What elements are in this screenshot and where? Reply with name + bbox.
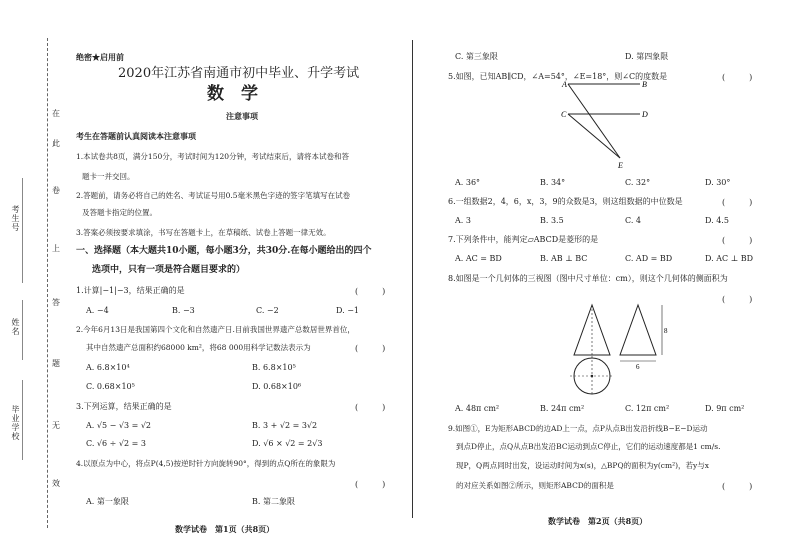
answer-parens: ( ) bbox=[355, 287, 386, 296]
question-2: 2.今年6月13日是我国第四个文化和自然遗产日.目前我国世界遗产总数居世界首位， bbox=[76, 325, 355, 334]
option: A. 第一象限 bbox=[86, 497, 129, 506]
label-a: A bbox=[562, 80, 567, 89]
seal-char: 题 bbox=[52, 359, 60, 368]
option: A. 6.8×10⁴ bbox=[86, 363, 130, 372]
option: C. AD = BD bbox=[625, 254, 673, 263]
answer-parens: ( ) bbox=[355, 480, 386, 489]
page-footer: 数学试卷 第1页（共8页） bbox=[175, 524, 275, 534]
notice-title: 注意事项 bbox=[226, 111, 258, 121]
option: C. 32° bbox=[625, 178, 651, 187]
label-e: E bbox=[618, 161, 623, 170]
option: D. 9π cm² bbox=[705, 404, 745, 413]
option: B. 第二象限 bbox=[252, 497, 295, 506]
notice-heading: 考生在答题前认真阅读本注意事项 bbox=[76, 131, 196, 141]
question-3: 3.下列运算，结果正确的是 bbox=[76, 402, 172, 411]
question-9-cont: 现P，Q两点同时出发，设运动时间为x(s)，△BPQ的面积为y(cm²)，若y与x bbox=[456, 461, 709, 470]
answer-parens: ( ) bbox=[722, 482, 753, 491]
option: C. 4 bbox=[625, 216, 642, 225]
exam-title: 2020年江苏省南通市初中毕业、升学考试 bbox=[118, 66, 360, 81]
seal-char: 效 bbox=[52, 479, 60, 488]
question-4: 4.以原点为中心，将点P(4,5)按逆时针方向旋转90°，得到的点Q所在的象限为 bbox=[76, 459, 336, 468]
option: A. √5 − √3 = √2 bbox=[86, 421, 152, 430]
question-9-cont: 到点D停止，点Q从点B出发沿BC运动到点C停止，它们的运动速度都是1 cm/s. bbox=[456, 442, 721, 451]
section-1-heading: 一、选择题（本大题共10小题，每小题3分，共30分.在每小题给出的四个 bbox=[76, 246, 372, 256]
seal-char: 在 bbox=[52, 109, 60, 118]
option: D. 30° bbox=[705, 178, 731, 187]
notice-1-cont: 题卡一并交回。 bbox=[82, 172, 135, 181]
label-exam-number: 考生号 bbox=[11, 205, 20, 232]
label-c: C bbox=[561, 110, 567, 119]
seal-char: 此 bbox=[52, 139, 60, 148]
notice-2-cont: 及答题卡指定的位置。 bbox=[82, 208, 157, 217]
answer-blank-line bbox=[22, 300, 24, 360]
answer-parens: ( ) bbox=[722, 236, 753, 245]
figure-parallel-lines bbox=[560, 80, 660, 170]
question-6: 6.一组数据2，4，6，x，3，9的众数是3，则这组数据的中位数是 bbox=[448, 197, 683, 206]
answer-blank-line bbox=[22, 380, 24, 460]
seal-line bbox=[47, 38, 48, 528]
option: B. 24π cm² bbox=[540, 404, 585, 413]
label-b: B bbox=[642, 80, 647, 89]
option: D. AC ⊥ BD bbox=[705, 254, 754, 263]
option: B. AB ⊥ BC bbox=[540, 254, 588, 263]
answer-parens: ( ) bbox=[722, 73, 753, 82]
option: D. 0.68×10⁶ bbox=[252, 382, 302, 391]
side-view-triangle bbox=[620, 305, 656, 355]
option: B. 3.5 bbox=[540, 216, 564, 225]
label-name: 姓名 bbox=[11, 318, 20, 336]
dimension-height: 8 bbox=[664, 327, 668, 335]
option: A. AC = BD bbox=[455, 254, 502, 263]
option: A. 36° bbox=[455, 178, 481, 187]
option: B. 3 + √2 = 3√2 bbox=[252, 421, 318, 430]
option: D. 4.5 bbox=[705, 216, 729, 225]
seal-char: 无 bbox=[52, 421, 60, 430]
option: C. 12π cm² bbox=[625, 404, 670, 413]
question-7: 7.下列条件中，能判定▱ABCD是菱形的是 bbox=[448, 235, 599, 244]
figure-three-views bbox=[560, 300, 680, 400]
option: C. −2 bbox=[256, 306, 279, 315]
seal-char: 卷 bbox=[52, 186, 60, 195]
answer-parens: ( ) bbox=[355, 344, 386, 353]
page-divider bbox=[412, 40, 413, 518]
answer-parens: ( ) bbox=[355, 403, 386, 412]
label-school: 毕业学校 bbox=[11, 405, 20, 441]
question-5: 5.如图，已知AB∥CD，∠A=54°，∠E=18°，则∠C的度数是 bbox=[448, 72, 668, 81]
option: A. 3 bbox=[455, 216, 471, 225]
option: A. −4 bbox=[86, 306, 109, 315]
option: D. −1 bbox=[336, 306, 360, 315]
top-view-apex bbox=[591, 375, 593, 377]
seal-char: 答 bbox=[52, 298, 60, 307]
dimension-width: 6 bbox=[636, 363, 640, 371]
section-1-heading-cont: 选项中，只有一项是符合题目要求的） bbox=[92, 265, 246, 275]
label-d: D bbox=[642, 110, 648, 119]
option: C. 0.68×10⁵ bbox=[86, 382, 135, 391]
option: D. √6 × √2 = 2√3 bbox=[252, 439, 323, 448]
option: D. 第四象限 bbox=[625, 52, 669, 61]
question-2-cont: 其中自然遗产总面积约68000 km²，将68 000用科学记数法表示为 bbox=[86, 343, 311, 352]
question-1: 1.计算|−1|−3，结果正确的是 bbox=[76, 286, 185, 295]
notice-3: 3.答案必须按要求填涂，书写在答题卡上，在草稿纸、试卷上答题一律无效。 bbox=[76, 228, 331, 237]
question-8: 8.如图是一个几何体的三视图（图中尺寸单位：cm），则这个几何体的侧面积为 bbox=[448, 274, 728, 283]
notice-1: 1.本试卷共8页，满分150分，考试时间为120分钟，考试结束后，请将本试卷和答 bbox=[76, 152, 350, 161]
option: C. 第三象限 bbox=[455, 52, 498, 61]
answer-parens: ( ) bbox=[722, 295, 753, 304]
answer-parens: ( ) bbox=[722, 198, 753, 207]
option: B. 6.8×10⁵ bbox=[252, 363, 296, 372]
notice-2: 2.答题前，请务必将自己的姓名、考试证号用0.5毫米黑色字迹的签字笔填写在试卷 bbox=[76, 191, 351, 200]
answer-blank-line bbox=[22, 178, 24, 283]
subject-title: 数 学 bbox=[207, 84, 258, 104]
question-9: 9.如图①，E为矩形ABCD的边AD上一点，点P从点B出发沿折线B−E−D运动 bbox=[448, 424, 708, 433]
page-footer: 数学试卷 第2页（共8页） bbox=[548, 516, 648, 526]
confidential-mark: 绝密★启用前 bbox=[76, 52, 124, 62]
seal-char: 上 bbox=[52, 244, 60, 253]
option: B. −3 bbox=[172, 306, 195, 315]
question-9-cont: 的对应关系如图②所示，则矩形ABCD的面积是 bbox=[456, 481, 614, 490]
option: B. 34° bbox=[540, 178, 566, 187]
option: A. 48π cm² bbox=[455, 404, 500, 413]
option: C. √6 ÷ √2 = 3 bbox=[86, 439, 146, 448]
